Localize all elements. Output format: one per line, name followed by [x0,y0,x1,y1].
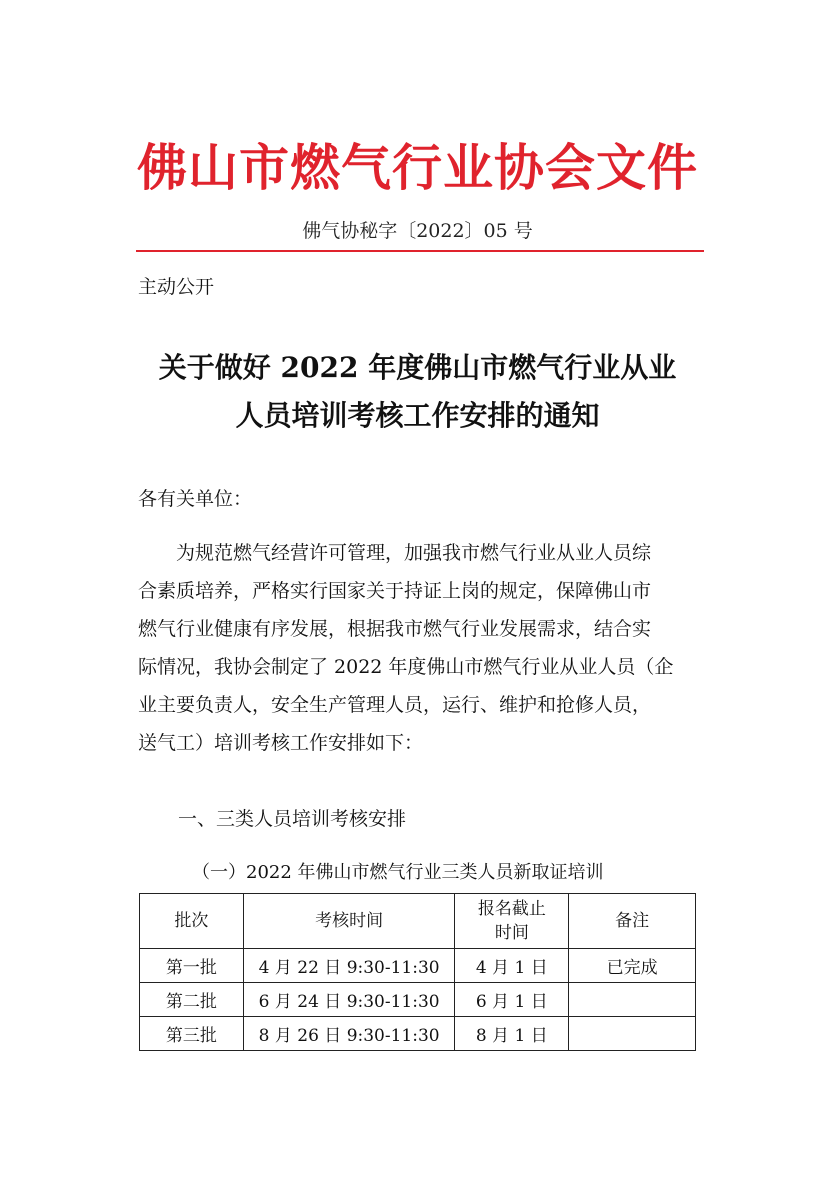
cell-batch: 第三批 [140,1017,244,1051]
cell-remarks: 已完成 [569,949,696,983]
table-row [140,1017,696,1051]
salutation: 各有关单位： [138,488,253,510]
cell-exam-time: 4 月 22 日 9:30-11:30 [243,949,455,983]
disclosure-label: 主动公开 [138,276,215,298]
red-divider [136,250,704,252]
table-row [140,983,696,1017]
org-header-title: 佛山市燃气行业协会文件 [137,138,698,197]
subsection-heading: （一）2022 年佛山市燃气行业三类人员新取证培训 [192,862,604,883]
cell-deadline: 8 月 1 日 [455,1017,569,1051]
header-remarks: 备注 [569,894,696,949]
body-paragraph-line: 合素质培养，严格实行国家关于持证上岗的规定，保障佛山市 [138,580,652,602]
cell-remarks [569,983,696,1017]
section-heading: 一、三类人员培训考核安排 [178,808,407,830]
body-paragraph-line: 送气工）培训考核工作安排如下： [138,732,424,754]
document-number: 佛气协秘字〔2022〕05 号 [302,220,533,242]
cell-deadline: 6 月 1 日 [455,983,569,1017]
body-paragraph-line: 业主要负责人，安全生产管理人员，运行、维护和抢修人员， [138,694,652,716]
table-header-row [140,894,696,949]
table-row [140,949,696,983]
cell-exam-time: 6 月 24 日 9:30-11:30 [243,983,455,1017]
cell-batch: 第一批 [140,949,244,983]
cell-remarks [569,1017,696,1051]
cell-exam-time: 8 月 26 日 9:30-11:30 [243,1017,455,1051]
cell-batch: 第二批 [140,983,244,1017]
schedule-table [139,893,696,1051]
header-registration-deadline: 报名截止 时间 [455,894,569,949]
body-paragraph-line: 际情况，我协会制定了 2022 年度佛山市燃气行业从业人员（企 [138,656,674,678]
header-batch: 批次 [140,894,244,949]
header-exam-time: 考核时间 [243,894,455,949]
cell-deadline: 4 月 1 日 [455,949,569,983]
notice-title-line-2: 人员培训考核工作安排的通知 [235,399,600,432]
body-paragraph-line: 为规范燃气经营许可管理，加强我市燃气行业从业人员综 [138,542,652,564]
notice-title-line-1: 关于做好 2022 年度佛山市燃气行业从业 [158,351,677,384]
body-paragraph-line: 燃气行业健康有序发展，根据我市燃气行业发展需求，结合实 [138,618,652,640]
